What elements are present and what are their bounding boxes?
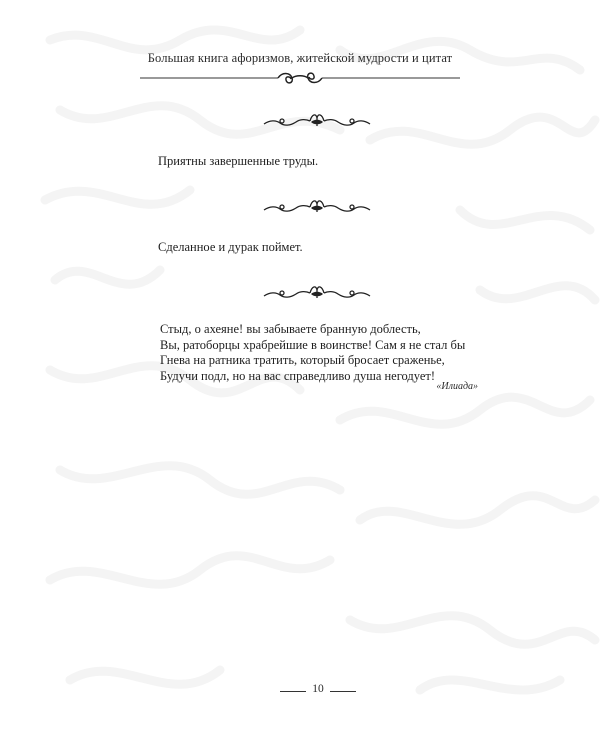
flourish-divider-icon (262, 110, 372, 130)
aphorism-1: Приятны завершенные труды. (158, 154, 319, 168)
scroll-ornament-icon (140, 67, 460, 89)
quote-line: Гнева на ратника тратить, который бросает сраженье, (160, 353, 445, 367)
footer-rule-right (330, 691, 356, 692)
header-rule (140, 67, 460, 89)
running-header-title: Большая книга афоризмов, житейской мудрости и цитат (147, 51, 453, 65)
quote-line: Вы, ратоборцы храбрейшие в воинстве! Сам я не стал бы (160, 337, 466, 352)
quote-line: Стыд, о ахеяне! вы забываете бранную доблесть, (160, 322, 421, 336)
page-number: 10 (312, 683, 324, 695)
quote-block (160, 322, 478, 384)
quote-attribution: «Илиада» (436, 381, 478, 392)
flourish-divider-2 (262, 196, 372, 216)
flourish-divider-1 (262, 110, 372, 130)
flourish-divider-icon (262, 196, 372, 216)
aphorism-2: Сделанное и дурак поймет. (158, 240, 303, 254)
footer-rule-left (280, 691, 306, 692)
page-footer (0, 683, 600, 699)
flourish-divider-icon (262, 282, 372, 302)
flourish-divider-3 (262, 282, 372, 302)
quote-line: Будучи подл, но на вас справедливо душа негодует! (160, 368, 436, 383)
